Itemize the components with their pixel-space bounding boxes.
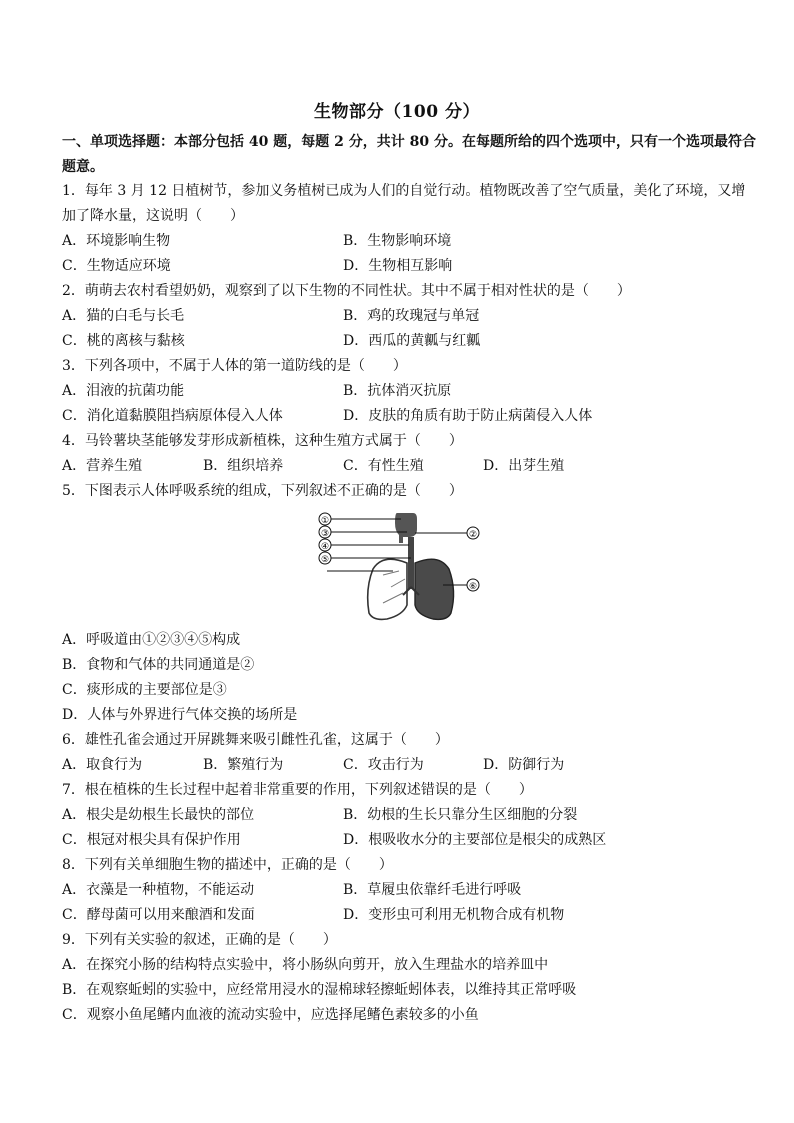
q6-option-a: A．取食行为 <box>62 757 143 773</box>
q5-option-d: D．人体与外界进行气体交换的场所是 <box>62 707 298 723</box>
label-1: ① <box>320 516 330 526</box>
q4-option-d: D．出芽生殖 <box>483 458 565 474</box>
q6-option-c: C．攻击行为 <box>343 757 424 773</box>
q5-option-c: C．痰形成的主要部位是③ <box>62 682 227 698</box>
q8-option-b: B．草履虫依靠纤毛进行呼吸 <box>343 882 522 898</box>
label-5: ⑤ <box>320 555 330 565</box>
label-2: ② <box>468 530 478 540</box>
q4-stem: 4．马铃薯块茎能够发芽形成新植株，这种生殖方式属于（ ） <box>62 433 463 449</box>
q2-option-a: A．猫的白毛与长毛 <box>62 308 185 324</box>
q1-stem-line1: 1．每年 3 月 12 日植树节，参加义务植树已成为人们的自觉行动。植物既改善了空气质量，美化了环境，又增 <box>62 183 746 199</box>
label-4: ④ <box>320 542 330 552</box>
q1-option-d: D．生物相互影响 <box>343 258 453 274</box>
section-instructions: 一、单项选择题：本部分包括 40 题，每题 2 分，共计 80 分。在每题所给的四个选项中，只有一个选项最符合题意。 <box>62 134 756 175</box>
q4-option-c: C．有性生殖 <box>343 458 424 474</box>
left-lung-shape <box>368 559 407 619</box>
q3-option-a: A．泪液的抗菌功能 <box>62 383 185 399</box>
q6-option-d: D．防御行为 <box>483 757 565 773</box>
q2-option-b: B．鸡的玫瑰冠与单冠 <box>343 308 480 324</box>
q7-stem: 7．根在植株的生长过程中起着非常重要的作用，下列叙述错误的是（ ） <box>62 782 533 798</box>
q6-option-b: B．繁殖行为 <box>203 757 284 773</box>
q1-stem-line2: 加了降水量，这说明（ ） <box>62 208 244 224</box>
q9-stem: 9．下列有关实验的叙述，正确的是（ ） <box>62 932 337 948</box>
q5-option-a: A．呼吸道由①②③④⑤构成 <box>62 632 241 648</box>
q9-option-b: B．在观察蚯蚓的实验中，应经常用浸水的湿棉球轻擦蚯蚓体表，以维持其正常呼吸 <box>62 982 577 998</box>
right-lung-shape <box>415 559 454 619</box>
q2-stem: 2．萌萌去农村看望奶奶，观察到了以下生物的不同性状。其中不属于相对性状的是（ ） <box>62 283 631 299</box>
q3-option-d: D．皮肤的角质有助于防止病菌侵入人体 <box>343 408 593 424</box>
q3-stem: 3．下列各项中，不属于人体的第一道防线的是（ ） <box>62 358 407 374</box>
label-3: ③ <box>320 529 330 539</box>
q3-option-b: B．抗体消灭抗原 <box>343 383 452 399</box>
q7-option-d: D．根吸收水分的主要部位是根尖的成熟区 <box>343 832 607 848</box>
page-title: 生物部分（100 分） <box>314 102 480 122</box>
q8-option-a: A．衣藻是一种植物，不能运动 <box>62 882 255 898</box>
q7-option-a: A．根尖是幼根生长最快的部位 <box>62 807 255 823</box>
q8-option-d: D．变形虫可利用无机物合成有机物 <box>343 907 565 923</box>
q9-option-c: C．观察小鱼尾鳍内血液的流动实验中，应选择尾鳍色素较多的小鱼 <box>62 1007 479 1023</box>
q1-option-b: B．生物影响环境 <box>343 233 452 249</box>
q5-stem: 5．下图表示人体呼吸系统的组成，下列叙述不正确的是（ ） <box>62 483 463 499</box>
q1-option-c: C．生物适应环境 <box>62 258 171 274</box>
q4-option-a: A．营养生殖 <box>62 458 143 474</box>
q9-option-a: A．在探究小肠的结构特点实验中，将小肠纵向剪开，放入生理盐水的培养皿中 <box>62 957 549 973</box>
q4-option-b: B．组织培养 <box>203 458 284 474</box>
q2-option-d: D．西瓜的黄瓤与红瓤 <box>343 333 481 349</box>
q8-option-c: C．酵母菌可以用来酿酒和发面 <box>62 907 255 923</box>
q5-option-b: B．食物和气体的共同通道是② <box>62 657 255 673</box>
q3-option-c: C．消化道黏膜阻挡病原体侵入人体 <box>62 408 283 424</box>
q6-stem: 6．雄性孔雀会通过开屏跳舞来吸引雌性孔雀，这属于（ ） <box>62 732 449 748</box>
q7-option-b: B．幼根的生长只靠分生区细胞的分裂 <box>343 807 578 823</box>
q1-option-a: A．环境影响生物 <box>62 233 171 249</box>
label-6: ⑥ <box>468 582 478 592</box>
q8-stem: 8．下列有关单细胞生物的描述中，正确的是（ ） <box>62 857 393 873</box>
q7-option-c: C．根冠对根尖具有保护作用 <box>62 832 241 848</box>
q2-option-c: C．桃的离核与黏核 <box>62 333 185 349</box>
respiratory-system-diagram <box>313 509 485 623</box>
